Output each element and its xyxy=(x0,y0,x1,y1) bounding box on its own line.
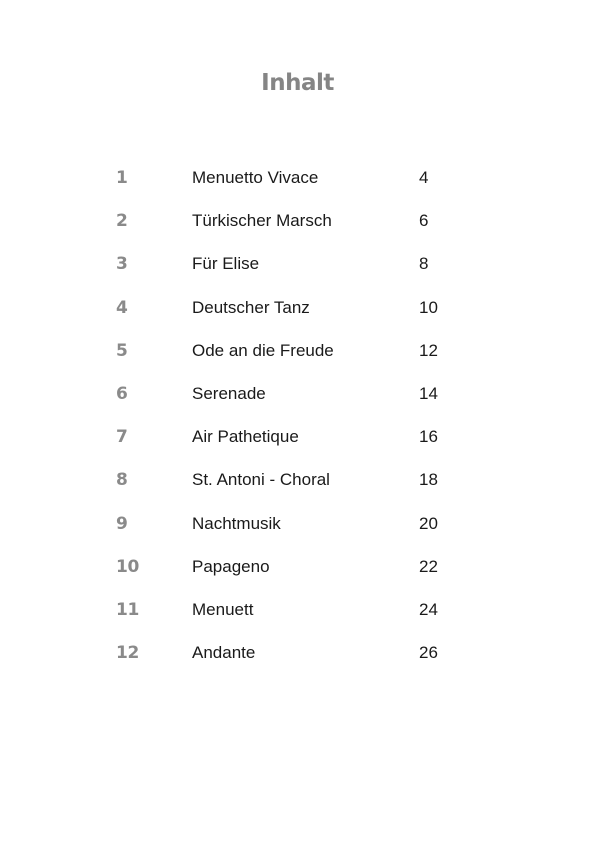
toc-entry-title: St. Antoni - Choral xyxy=(192,470,330,490)
toc-entry-page-number: 12 xyxy=(419,340,438,360)
page-title: Inhalt xyxy=(261,70,334,96)
toc-row xyxy=(0,468,595,511)
toc-entry-title: Andante xyxy=(192,643,256,663)
toc-entry-page-number: 8 xyxy=(419,254,429,274)
toc-row xyxy=(0,555,595,598)
toc-entry-page-number: 16 xyxy=(419,427,438,447)
toc-entry-title: Für Elise xyxy=(192,254,260,274)
toc-entry-title: Nachtmusik xyxy=(192,513,281,533)
toc-entry-number: 12 xyxy=(116,643,140,664)
toc-entry-title: Türkischer Marsch xyxy=(192,211,332,231)
toc-row xyxy=(0,598,595,641)
toc-entry-number: 11 xyxy=(116,599,140,620)
toc-entry-number: 7 xyxy=(116,427,128,448)
toc-entry-number: 3 xyxy=(116,254,128,275)
toc-entry-title: Menuett xyxy=(192,599,254,619)
toc-row xyxy=(0,641,595,684)
toc-entry-page-number: 4 xyxy=(419,168,429,187)
toc-entry-page-number: 6 xyxy=(419,211,429,231)
toc-row xyxy=(0,296,595,339)
toc-entry-page-number: 24 xyxy=(419,599,438,619)
toc-entry-page-number: 10 xyxy=(419,297,438,317)
toc-row xyxy=(0,252,595,295)
toc-entry-page-number: 14 xyxy=(419,383,438,403)
toc-entry-number: 5 xyxy=(116,340,128,361)
toc-entry-page-number: 26 xyxy=(419,643,438,663)
toc-entry-title: Ode an die Freude xyxy=(192,340,334,360)
toc-entry-number: 9 xyxy=(116,513,128,534)
toc-entry-title: Papageno xyxy=(192,556,270,576)
toc-entry-number: 6 xyxy=(116,383,128,404)
toc-entry-title: Deutscher Tanz xyxy=(192,297,310,317)
toc-entry-title: Menuetto Vivace xyxy=(192,168,319,187)
toc-entry-number: 8 xyxy=(116,470,128,491)
toc-row xyxy=(0,512,595,555)
toc-row xyxy=(0,209,595,252)
table-of-contents xyxy=(0,166,595,684)
toc-entry-number: 1 xyxy=(116,168,128,188)
toc-entry-number: 4 xyxy=(116,297,128,318)
toc-entry-page-number: 20 xyxy=(419,513,438,533)
toc-entry-title: Air Pathetique xyxy=(192,427,299,447)
toc-entry-page-number: 22 xyxy=(419,556,438,576)
toc-row xyxy=(0,425,595,468)
toc-row xyxy=(0,339,595,382)
toc-row xyxy=(0,166,595,209)
toc-entry-number: 10 xyxy=(116,556,140,577)
toc-entry-number: 2 xyxy=(116,211,128,232)
toc-row xyxy=(0,382,595,425)
toc-entry-title: Serenade xyxy=(192,383,266,403)
toc-entry-page-number: 18 xyxy=(419,470,438,490)
